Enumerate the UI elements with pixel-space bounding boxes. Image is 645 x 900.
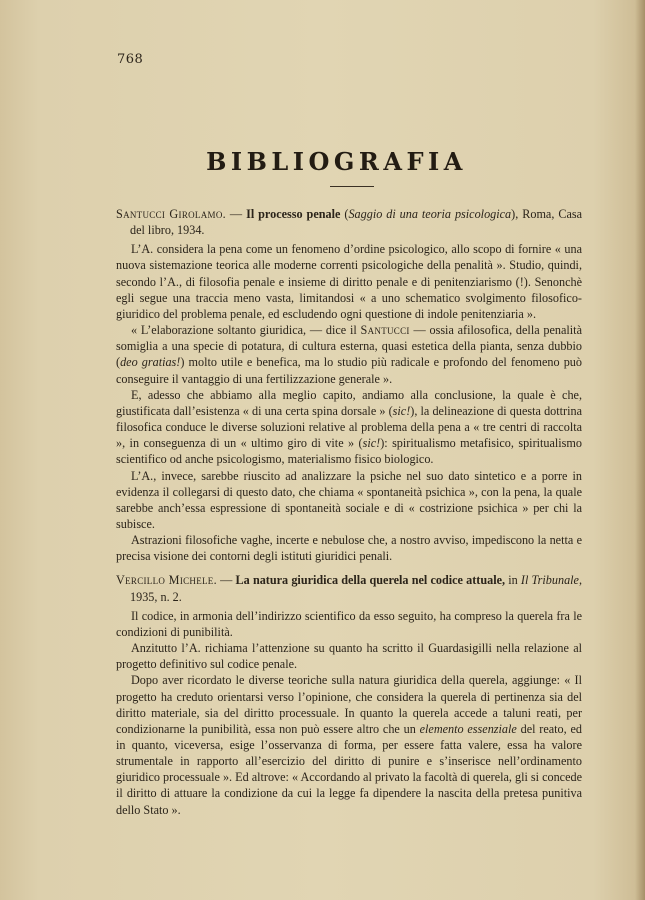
bibliography-content <box>116 206 582 818</box>
title-rule <box>330 186 374 187</box>
entry-1-work-title: Il processo penale <box>246 207 341 221</box>
entry-1-p3-sic-2: sic! <box>362 436 381 451</box>
entry-1-paragraph-3 <box>116 387 582 468</box>
entry-2-citation: , 1935, n. 2. <box>130 573 583 604</box>
entry-1-heading <box>116 206 582 238</box>
entry-1-paragraph-4: L’A., invece, sarebbe riuscito ad analizzare la psiche nel suo dato sintetico e a porre in evidenza il collegarsi di questo dato, che chiama « spontaneità psichica », con la pena, la quale sarebbe anch’essa espressione di spontaneità sociale e di « costrizione psichica » per chi la subisce. <box>116 468 582 531</box>
entry-2-p3-text-a: Dopo aver ricordato le diverse teoriche sulla natura giuridica della querela, aggiunge: « Il progetto ha creduto orientarsi verso l’opinione, che considera la querela di pertinenza sia del diritto materiale, sia del diritto processuale. In quanto la querela accede a taluni reati, per condizionarne la punibilità, essa non può essere altro che un <box>116 673 582 736</box>
entry-1-paren-open: ( <box>340 207 349 221</box>
entry-2-paragraph-3 <box>116 672 582 817</box>
entry-2-author: Vercillo Michele. <box>116 573 217 588</box>
section-title: BIBLIOGRAFIA <box>206 147 467 176</box>
entry-1-p3-text-b: ), la delineazione di questa dottrina filosofica conduce le diverse soluzioni relative al problema della pena a « tre centri di raccolta », in conseguenza di un « ultimo giro di vite » ( <box>116 403 582 451</box>
entry-1-paragraph-5: Astrazioni filosofiche vaghe, incerte e nebulose che, a nostro avviso, impediscono la netta e precisa visione dei contorni degli istituti giuridici penali. <box>116 533 582 564</box>
entry-1-p2-text-b: — ossia afilosofica, della penalità somiglia a una specie di potatura, di cultura esterna, quasi estetica della pianta, senza dubbio ( <box>116 323 582 370</box>
entry-2-heading <box>116 572 582 604</box>
entry-2-journal: Il Tribunale <box>520 573 579 588</box>
entry-2-p3-emphasis: elemento essenziale <box>419 721 517 736</box>
entry-2-paragraph-1: Il codice, in armonia dell’indirizzo scientifico da esso seguito, ha compreso la querela fra le condizioni di punibilità. <box>116 608 582 639</box>
entry-2-in-prefix: in <box>505 573 521 588</box>
entry-1-p3-text-c: ): spiritualismo metafisico, spiritualismo scientifico od anche psicologismo, materialismo fisico biologico. <box>116 436 582 467</box>
page-number: 768 <box>117 52 144 67</box>
entry-1-subtitle: Saggio di una teoria psicologica <box>348 207 512 221</box>
entry-2-dash: — <box>216 573 236 588</box>
entry-1-p3-text-a: E, adesso che abbiamo alla meglio capito, andiamo alla conclusione, la quale è che, giustificata dall’esistenza « di una certa spina dorsale » ( <box>116 387 582 418</box>
entry-1-p2-latin: deo gratias! <box>120 355 181 370</box>
entry-1-paragraph-2 <box>116 322 582 387</box>
entry-1-paragraph-1: L’A. considera la pena come un fenomeno d’ordine psicologico, allo scopo di fornire « una nuova sistemazione teorica alle moderne correnti psicologiche della penalità ». Studio, quindi, secondo l’A., di filosofia penale e insieme di diritto penale e di penitenziarismo (!). Senonchè egli segue una traccia meno vasta, limitandosi « a uno schematico svolgimento filosofico-giuridico del problema penale, ed escludendo ogni questione di indole penitenziaria ». <box>116 242 582 321</box>
entry-1-p2-text-a: « L’elaborazione soltanto giuridica, — dice il <box>131 323 361 338</box>
entry-1-author: Santucci Girolamo. <box>116 207 226 221</box>
page-edge-shadow <box>635 0 645 900</box>
entry-1-dash: — <box>225 207 247 221</box>
entry-1-p2-author: Santucci <box>360 323 410 338</box>
entry-1-p2-text-c: ) molto utile e benefica, ma lo studio più radicale e profondo del fenomeno può conseguire il vantaggio di una fertilizzazione generale ». <box>116 355 582 386</box>
entry-2-work-title: La natura giuridica della querela nel codice attuale, <box>235 573 506 588</box>
entry-1-publication: Roma, Casa del libro, 1934. <box>130 207 583 238</box>
entry-1-paren-close: ), <box>511 207 519 221</box>
entry-2-paragraph-2: Anzitutto l’A. richiama l’attenzione su quanto ha scritto il Guardasigilli nella relazione al progetto definitivo sul codice penale. <box>116 641 582 672</box>
entry-1-p3-sic-1: sic! <box>392 403 411 418</box>
entry-2-p3-text-b: del reato, ed in quanto, viceversa, esige l’osservanza di forma, per essere fatta valere, essa ha valore strumentale in rapporto all’esercizio del diritto di punire e s’inserisce nell’ordinamento giuridico processuale ». Ed altrove: « Accordando al privato la facoltà di querela, gli si concede il diritto di attuare la condizione da cui la legge fa dipendere la nascita della pretesa punitiva dello Stato ». <box>116 721 582 817</box>
